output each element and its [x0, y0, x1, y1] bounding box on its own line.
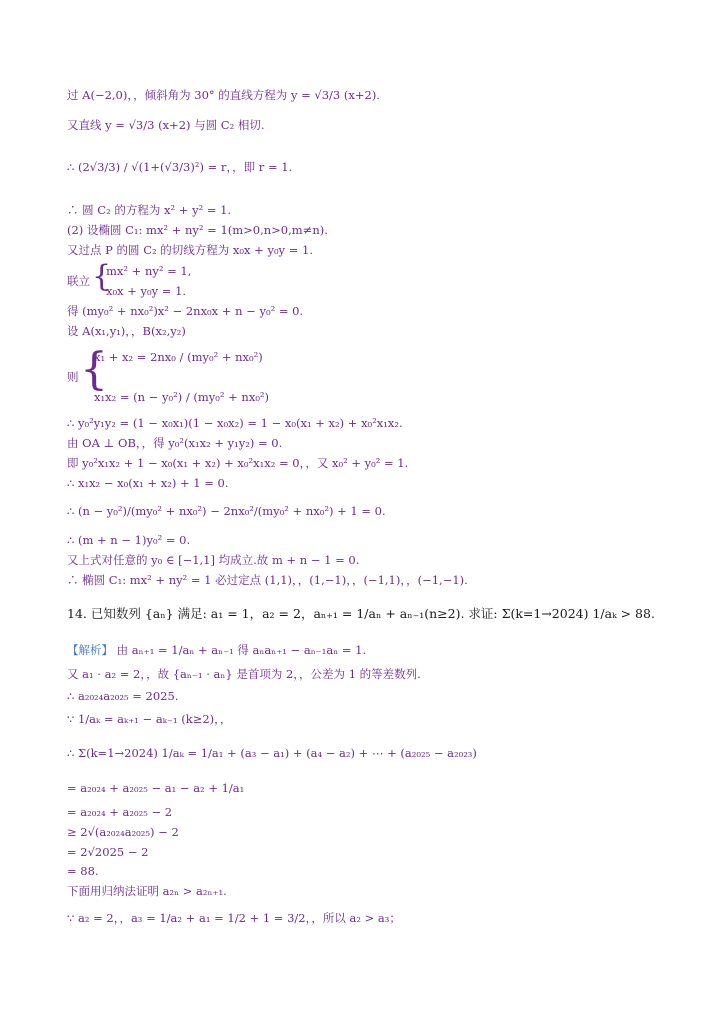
solution-line-5: ∴ Σ(k=1→2024) 1/aₖ = 1/a₁ + (a₃ − a₁) + (a₄ − a₂) + ⋯ + (a₂₀₂₅ − a₂₀₂₃): [67, 746, 477, 760]
problem-text: 已知数列 {aₙ} 满足: a₁ = 1，a₂ = 2，aₙ₊₁ = 1/aₙ + aₙ₋₁(n≥2). 求证: Σ(k=1→2024) 1/aₖ > 88.: [90, 606, 655, 621]
solution-line-7: = a₂₀₂₄ + a₂₀₂₅ − 2: [67, 805, 173, 819]
solution-line-12: ∵ a₂ = 2，，a₃ = 1/a₂ + a₁ = 1/2 + 1 = 3/2，，所以 a₂ > a₃；: [67, 911, 401, 925]
line-perp: 由 OA ⊥ OB，，得 y₀²(x₁x₂ + y₁y₂) = 0.: [67, 436, 283, 450]
line-5: (2) 设椭圆 C₁: mx² + ny² = 1(m>0,n>0,m≠n).: [67, 223, 328, 237]
vieta-sum: x₁ + x₂ = 2nx₀ / (my₀² + nx₀²): [94, 350, 263, 364]
solution-line-8: ≥ 2√(a₂₀₂₄a₂₀₂₅) − 2: [67, 825, 179, 839]
line-ji: 即 y₀²x₁x₂ + 1 − x₀(x₁ + x₂) + x₀²x₁x₂ = 0，，又 x₀² + y₀² = 1.: [67, 456, 409, 470]
solution-line-2: 又 a₁ · a₂ = 2，，故 {aₙ₋₁ · aₙ} 是首项为 2，，公差为 1 的等差数列.: [67, 667, 421, 681]
line-4: ∴ 圆 C₂ 的方程为 x² + y² = 1.: [67, 203, 232, 217]
solution-line-3: ∴ a₂₀₂₄a₂₀₂₅ = 2025.: [67, 689, 179, 703]
problem-14: [67, 607, 655, 621]
vieta-brace: {: [80, 344, 108, 395]
line-setAB: 设 A(x₁,y₁)，，B(x₂,y₂): [67, 324, 186, 338]
line-fixed-points: ∴ 椭圆 C₁: mx² + ny² = 1 必过定点 (1,1)，，(1,−1)，，(−1,1)，，(−1,−1).: [67, 573, 468, 587]
line-simplify: ∴ x₁x₂ − x₀(x₁ + x₂) + 1 = 0.: [67, 476, 229, 490]
line-3: ∴ (2√3/3) / √(1+(√3/3)²) = r，，即 r = 1.: [67, 160, 293, 174]
vieta-product: x₁x₂ = (n − y₀²) / (my₀² + nx₀²): [94, 390, 270, 404]
solution-line-9: = 2√2025 − 2: [67, 845, 149, 859]
line-quadratic: 得 (my₀² + nx₀²)x² − 2nx₀x + n − y₀² = 0.: [67, 304, 304, 318]
problem-number: 14.: [67, 606, 87, 621]
system-brace: {: [92, 259, 112, 294]
line-6: 又过点 P 的圆 C₂ 的切线方程为 x₀x + y₀y = 1.: [67, 243, 313, 257]
line-y0y1y2: ∴ y₀²y₁y₂ = (1 − x₀x₁)(1 − x₀x₂) = 1 − x₀(x₁ + x₂) + x₀²x₁x₂.: [67, 416, 403, 430]
solution-line-11: 下面用归纳法证明 a₂ₙ > a₂ₙ₊₁.: [67, 884, 227, 898]
line-lianli: 联立: [67, 274, 90, 288]
system-eq-1: mx² + ny² = 1,: [106, 264, 192, 278]
solution-header: 【解析】: [67, 643, 113, 657]
line-holds: 又上式对任意的 y₀ ∈ [−1,1] 均成立.故 m + n − 1 = 0.: [67, 553, 360, 567]
solution-line-10: = 88.: [67, 864, 99, 878]
line-ze: 则: [67, 370, 79, 384]
line-1: 过 A(−2,0)，，倾斜角为 30° 的直线方程为 y = √3/3 (x+2).: [67, 88, 380, 102]
solution-line-4: ∵ 1/aₖ = aₖ₊₁ − aₖ₋₁ (k≥2)，，: [67, 712, 232, 726]
line-2: 又直线 y = √3/3 (x+2) 与圆 C₂ 相切.: [67, 118, 265, 132]
solution-line-6: = a₂₀₂₄ + a₂₀₂₅ − a₁ − a₂ + 1/a₁: [67, 781, 245, 795]
line-substitute: ∴ (n − y₀²)/(my₀² + nx₀²) − 2nx₀²/(my₀² + nx₀²) + 1 = 0.: [67, 504, 386, 518]
system-eq-2: x₀x + y₀y = 1.: [106, 284, 187, 298]
line-mn: ∴ (m + n − 1)y₀² = 0.: [67, 533, 191, 547]
solution-line-1: 【解析】 由 aₙ₊₁ = 1/aₙ + aₙ₋₁ 得 aₙaₙ₊₁ − aₙ₋₁aₙ = 1.: [67, 643, 367, 657]
